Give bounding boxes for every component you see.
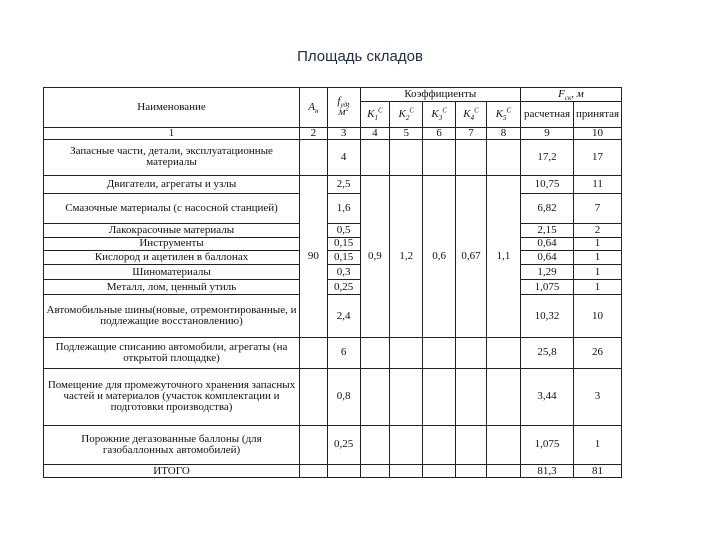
column-number: 3 [327,127,360,140]
row-name: Шиноматериалы [44,265,300,280]
column-number: 7 [456,127,487,140]
row-name: Лакокрасочные материалы [44,223,300,237]
row-accepted: 11 [574,175,622,193]
row-name: Автомобильные шины(новые, отремонтированные, и подлежащие восстановлению) [44,295,300,338]
row-accepted: 26 [574,337,622,368]
row-f: 6 [327,337,360,368]
row-accepted: 3 [574,368,622,425]
row-accepted: 1 [574,237,622,251]
table-row [44,295,622,338]
row-accepted: 1 [574,265,622,280]
column-number: 6 [423,127,456,140]
header-name: Наименование [44,88,300,128]
row-name: Порожние дегазованные баллоны (для газобаллонных автомобилей) [44,425,300,465]
header-k2: $K_2^С$ [390,101,423,127]
row-calc: 0,64 [520,251,573,265]
header-k4: $K_4^С$ [456,101,487,127]
table-row [44,251,622,265]
row-calc: 1,29 [520,265,573,280]
table-row [44,265,622,280]
row-accepted: 1 [574,280,622,295]
merged-k5: 1,1 [486,175,520,337]
table-row [44,280,622,295]
row-f: 0,25 [327,280,360,295]
column-number: 5 [390,127,423,140]
row-calc: 10,75 [520,175,573,193]
header-area: $F_{ск}$, м [520,88,621,102]
row-f: 2,4 [327,295,360,338]
merged-k3: 0,6 [423,175,456,337]
row-name: Запасные части, детали, эксплуатационные материалы [44,140,300,175]
row-f: 0,3 [327,265,360,280]
row-calc: 3,44 [520,368,573,425]
table-row [44,140,622,175]
slide-title: Площадь складов [297,48,423,65]
row-f: 0,15 [327,237,360,251]
warehouse-area-table [43,87,622,478]
header-k5: $K_5^С$ [486,101,520,127]
row-f: 2,5 [327,175,360,193]
row-calc: 25,8 [520,337,573,368]
total-label: ИТОГО [44,465,300,478]
table-row [44,425,622,465]
row-name: Помещение для промежуточного хранения запасных частей и материалов (участок комплектации и подготовки производства) [44,368,300,425]
header-a: $A_н$ [300,88,328,128]
merged-k2: 1,2 [390,175,423,337]
table-row [44,223,622,237]
header-accepted: принятая [574,101,622,127]
row-accepted: 17 [574,140,622,175]
row-f: 0,8 [327,368,360,425]
row-accepted: 1 [574,425,622,465]
header-k1: $K_1^С$ [360,101,390,127]
column-number: 4 [360,127,390,140]
row-name: Кислород и ацетилен в баллонах [44,251,300,265]
row-calc: 6,82 [520,193,573,223]
table-row [44,175,622,193]
row-calc: 1,075 [520,425,573,465]
header-coefficients: Коэффициенты [360,88,520,102]
row-name: Смазочные материалы (с насосной станцией) [44,193,300,223]
table-row [44,237,622,251]
total-accepted: 81 [574,465,622,478]
table-row [44,337,622,368]
row-accepted: 1 [574,251,622,265]
column-number: 10 [574,127,622,140]
column-number: 2 [300,127,328,140]
row-accepted: 7 [574,193,622,223]
row-calc: 17,2 [520,140,573,175]
header-k3: $K_3^С$ [423,101,456,127]
column-number: 9 [520,127,573,140]
total-calc: 81,3 [520,465,573,478]
merged-k4: 0,67 [456,175,487,337]
row-f: 0,15 [327,251,360,265]
header-fy: $f_{уд}$, $м^2$ [327,88,360,128]
row-calc: 1,075 [520,280,573,295]
merged-k1: 0,9 [360,175,390,337]
row-calc: 10,32 [520,295,573,338]
header-calc: расчетная [520,101,573,127]
table-row [44,368,622,425]
column-number: 1 [44,127,300,140]
row-accepted: 10 [574,295,622,338]
merged-a: 90 [300,175,328,337]
row-f: 4 [327,140,360,175]
row-calc: 2,15 [520,223,573,237]
row-name: Подлежащие списанию автомобили, агрегаты (на открытой площадке) [44,337,300,368]
row-accepted: 2 [574,223,622,237]
column-numbers-row [44,127,622,140]
row-calc: 0,64 [520,237,573,251]
row-name: Металл, лом, ценный утиль [44,280,300,295]
row-name: Двигатели, агрегаты и узлы [44,175,300,193]
row-f: 0,5 [327,223,360,237]
row-a-empty [300,140,328,175]
table-row [44,193,622,223]
row-f: 0,25 [327,425,360,465]
column-number: 8 [486,127,520,140]
row-name: Инструменты [44,237,300,251]
total-row [44,465,622,478]
row-f: 1,6 [327,193,360,223]
